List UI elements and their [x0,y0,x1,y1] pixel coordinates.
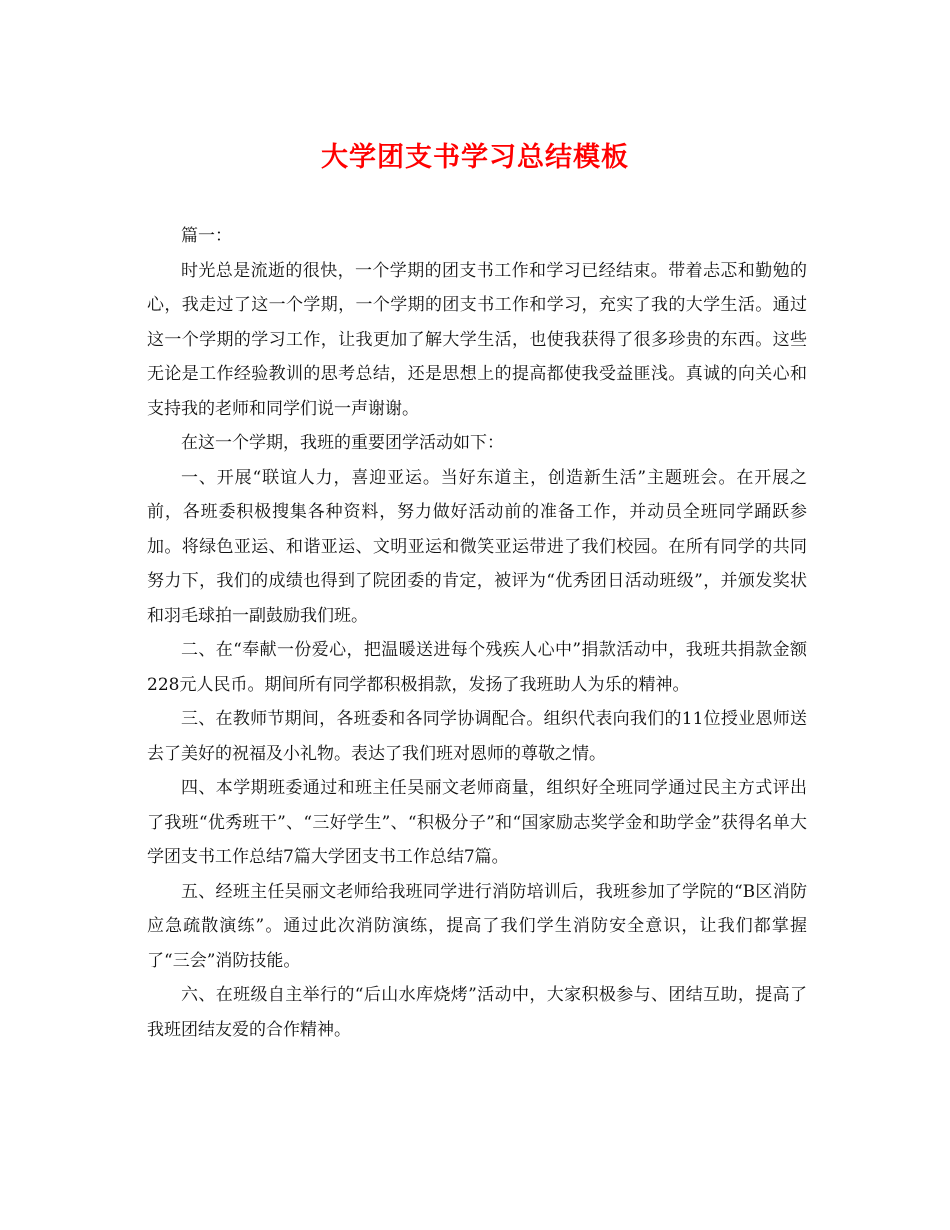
document-title: 大学团支书学习总结模板 [321,142,629,173]
paragraph: 时光总是流逝的很快，一个学期的团支书工作和学习已经结束。带着忐忑和勤勉的心，我走过了这一个学期，一个学期的团支书工作和学习，充实了我的大学生活。通过这一个学期的学习工作，让我更加了解大学生活，也使我获得了很多珍贵的东西。这些无论是工作经验教训的思考总结，还是思想上的提高都使我受益匪浅。真诚的向关心和支持我的老师和同学们说一声谢谢。 [147,260,807,419]
paragraph: 四、本学期班委通过和班主任吴丽文老师商量，组织好全班同学通过民主方式评出了我班“优秀班干”、“三好学生”、“积极分子”和“国家励志奖学金和助学金”获得名单大学团支书工作总结7篇大学团支书工作总结7篇。 [147,778,807,867]
paragraph: 五、经班主任吴丽文老师给我班同学进行消防培训后，我班参加了学院的“B区消防应急疏散演练”。通过此次消防演练，提高了我们学生消防安全意识，让我们都掌握了“三会”消防技能。 [147,881,807,971]
document-body [147,219,807,1047]
paragraph: 一、开展“联谊人力，喜迎亚运。当好东道主，创造新生活”主题班会。在开展之前，各班委积极搜集各种资料，努力做好活动前的准备工作，并动员全班同学踊跃参加。将绿色亚运、和谐亚运、文明亚运和微笑亚运带进了我们校园。在所有同学的共同努力下，我们的成绩也得到了院团委的肯定，被评为“优秀团日活动班级”，并颁发奖状和羽毛球拍一副鼓励我们班。 [147,467,807,626]
section-heading: 篇一： [181,226,232,246]
paragraph: 三、在教师节期间，各班委和各同学协调配合。组织代表向我们的11位授业恩师送去了美好的祝福及小礼物。表达了我们班对恩师的尊敬之情。 [147,709,807,764]
paragraph: 在这一个学期，我班的重要团学活动如下： [181,433,504,453]
paragraph: 六、在班级自主举行的“后山水库烧烤”活动中，大家积极参与、团结互助，提高了我班团结友爱的合作精神。 [147,985,807,1040]
paragraph: 二、在“奉献一份爱心，把温暖送进每个残疾人心中”捐款活动中，我班共捐款金额228元人民币。期间所有同学都积极捐款，发扬了我班助人为乐的精神。 [147,640,807,695]
